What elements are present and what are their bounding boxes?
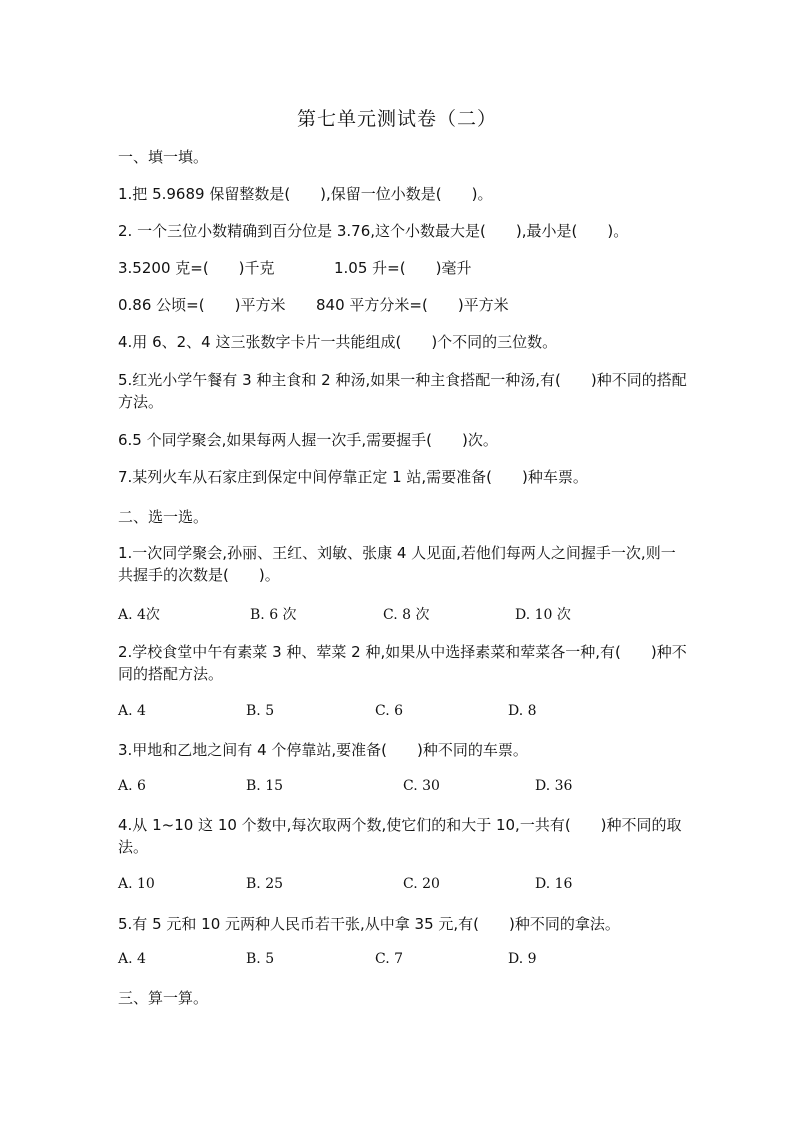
- option-2-4-d: D. 16: [535, 876, 573, 892]
- option-2-5-d: D. 9: [508, 951, 537, 967]
- option-2-2-b: B. 5: [246, 703, 275, 719]
- question-1-1: 1.把 5.9689 保留整数是( ),保留一位小数是( )。: [118, 185, 493, 203]
- option-2-4-a: A. 10: [118, 876, 155, 892]
- page-title: 第七单元测试卷（二）: [296, 108, 497, 130]
- option-2-1-b: B. 6 次: [250, 607, 297, 623]
- option-2-4-c: C. 20: [403, 876, 440, 892]
- question-2-5: 5.有 5 元和 10 元两种人民币若干张,从中拿 35 元,有( )种不同的拿法。: [118, 915, 620, 933]
- question-1-2: 2. 一个三位小数精确到百分位是 3.76,这个小数最大是( ),最小是( )。: [118, 222, 629, 240]
- option-2-1-a: A. 4次: [118, 607, 160, 623]
- question-1-4: 4.用 6、2、4 这三张数字卡片一共能组成( )个不同的三位数。: [118, 333, 558, 351]
- option-2-1-c: C. 8 次: [383, 607, 430, 623]
- option-2-2-a: A. 4: [118, 703, 146, 719]
- option-2-3-a: A. 6: [118, 778, 146, 794]
- question-1-3c: 0.86 公顷=( )平方米: [118, 296, 286, 314]
- section-3-heading: 三、算一算。: [118, 989, 209, 1007]
- option-2-5-b: B. 5: [246, 951, 275, 967]
- section-1-heading: 一、填一填。: [118, 148, 209, 166]
- option-2-5-a: A. 4: [118, 951, 146, 967]
- question-2-1: 1.一次同学聚会,孙丽、王红、刘敏、张康 4 人见面,若他们每两人之间握手一次,则一共握手的次数是( )。: [118, 544, 676, 584]
- option-2-5-c: C. 7: [375, 951, 404, 967]
- question-1-7: 7.某列火车从石家庄到保定中间停靠正定 1 站,需要准备( )种车票。: [118, 468, 588, 486]
- question-1-3d: 840 平方分米=( )平方米: [316, 296, 509, 314]
- question-1-5: 5.红光小学午餐有 3 种主食和 2 种汤,如果一种主食搭配一种汤,有( )种不同的搭配方法。: [118, 371, 687, 411]
- question-1-6: 6.5 个同学聚会,如果每两人握一次手,需要握手( )次。: [118, 431, 498, 449]
- option-2-1-d: D. 10 次: [515, 607, 571, 623]
- option-2-3-d: D. 36: [535, 778, 573, 794]
- option-2-2-d: D. 8: [508, 703, 537, 719]
- question-2-4: 4.从 1~10 这 10 个数中,每次取两个数,使它们的和大于 10,一共有( )种不同的取法。: [118, 816, 682, 856]
- option-2-2-c: C. 6: [375, 703, 404, 719]
- question-1-3b: 1.05 升=( )毫升: [334, 259, 472, 277]
- option-2-3-b: B. 15: [246, 778, 284, 794]
- question-2-3: 3.甲地和乙地之间有 4 个停靠站,要准备( )种不同的车票。: [118, 741, 528, 759]
- question-1-3a: 3.5200 克=( )千克: [118, 259, 275, 277]
- option-2-4-b: B. 25: [246, 876, 284, 892]
- option-2-3-c: C. 30: [403, 778, 440, 794]
- section-2-heading: 二、选一选。: [118, 508, 209, 526]
- question-2-2: 2.学校食堂中午有素菜 3 种、荤菜 2 种,如果从中选择素菜和荤菜各一种,有( )种不同的搭配方法。: [118, 643, 687, 683]
